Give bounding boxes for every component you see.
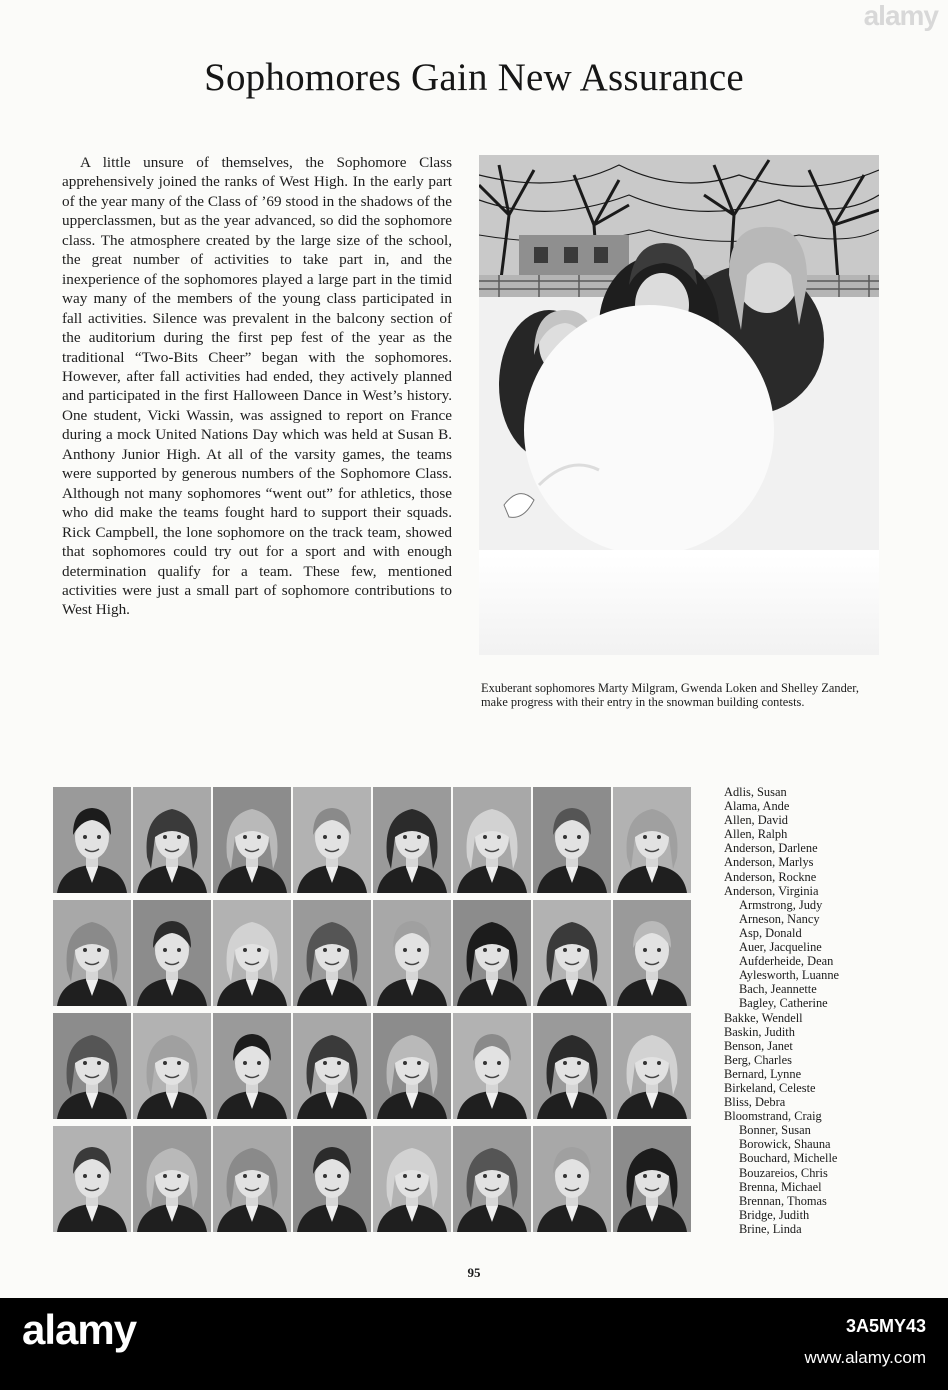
page-number: 95 (467, 1265, 481, 1280)
roster-name: Bouchard, Michelle (739, 1151, 838, 1166)
roster-name: Bouzareios, Chris (739, 1165, 828, 1180)
roster-name: Bagley, Catherine (739, 996, 828, 1011)
student-portrait (373, 1126, 451, 1232)
student-portrait (453, 1126, 531, 1232)
student-portrait (213, 900, 291, 1006)
student-portrait (373, 787, 451, 893)
photo-caption: Exuberant sophomores Marty Milgram, Gwenda Loken and Shelley Zander, make progress with their entry in the snowman building contests. (481, 681, 860, 709)
snowman-photo-illustration (479, 155, 879, 555)
roster-name: Benson, Janet (724, 1038, 793, 1053)
portrait-grid (53, 787, 693, 1233)
page-headline: Sophomores Gain New Assurance (204, 56, 744, 99)
student-portrait (293, 787, 371, 893)
student-portrait (373, 1013, 451, 1119)
image-id: 3A5MY43 (845, 1316, 926, 1336)
site-url[interactable]: www.alamy.com (804, 1348, 926, 1367)
roster-name: Bloomstrand, Craig (724, 1109, 822, 1124)
student-portrait (613, 900, 691, 1006)
article-body: A little unsure of themselves, the Sophomore Class apprehensively joined the ranks of West High. In the early part of the year many of the Class of ’69 stood in the shadows of the upperclassmen, but as the year advanced, so did the sophomore class. The atmosphere created by the large size of the school, the great number of activities to take part in, and the inexperience of the sophomores played a large part in the timid way many of the members of the young class participated in fall activities. Silence was prevalent in the balcony section of the auditorium during the first pep fest of the year as the traditional “Two-Bits Cheer” began with the sophomores. However, after fall activities had ended, they actively planned and participated in the first Halloween Dance in West’s history. One student, Vicki Wassin, was assigned to report on France during a mock United Nations Day which was held at Susan B. Anthony Junior High. At all of the varsity games, the teams were supported by generous numbers of the Sophomore Class. Although not many sophomores “went out” for athletics, those who did make the teams fought hard to support their squads. Rick Campbell, the lone sophomore on the track team, showed that sophomores could try out for a sport and with enough determination qualify for a team. These few, mentioned activities were just a small part of sophomore contributions to West High. (62, 154, 452, 619)
stock-footer (0, 1298, 948, 1390)
student-portrait (133, 1013, 211, 1119)
roster-name: Aufderheide, Dean (739, 954, 834, 969)
student-portrait (53, 1013, 131, 1119)
roster-name: Borowick, Shauna (739, 1137, 831, 1152)
student-roster (724, 785, 924, 1236)
student-portrait (453, 900, 531, 1006)
roster-name: Bach, Jeannette (739, 982, 817, 997)
student-portrait (293, 1126, 371, 1232)
roster-name: Baskin, Judith (724, 1024, 795, 1039)
student-portrait (133, 1126, 211, 1232)
roster-name: Bernard, Lynne (724, 1066, 802, 1081)
roster-name: Birkeland, Celeste (724, 1080, 816, 1095)
roster-name: Berg, Charles (724, 1052, 792, 1067)
student-portrait (453, 787, 531, 893)
student-portrait (53, 787, 131, 893)
alamy-logo: alamy (22, 1306, 137, 1353)
roster-name: Anderson, Rockne (724, 869, 817, 884)
roster-name: Bliss, Debra (724, 1095, 786, 1110)
roster-name: Aylesworth, Luanne (739, 968, 840, 983)
roster-name: Arneson, Nancy (739, 911, 820, 926)
student-portrait (53, 900, 131, 1006)
student-portrait (213, 1013, 291, 1119)
roster-name: Bonner, Susan (739, 1123, 811, 1138)
roster-name: Anderson, Virginia (724, 883, 819, 898)
student-portrait (293, 900, 371, 1006)
roster-name: Asp, Donald (739, 925, 802, 940)
roster-name: Auer, Jacqueline (739, 940, 822, 955)
student-portrait (373, 900, 451, 1006)
student-portrait (533, 1013, 611, 1119)
roster-name: Brenna, Michael (739, 1179, 822, 1194)
student-portrait (613, 1013, 691, 1119)
student-portrait (133, 787, 211, 893)
student-portrait (613, 787, 691, 893)
student-portrait (453, 1013, 531, 1119)
roster-name: Adlis, Susan (724, 785, 787, 799)
roster-name: Bridge, Judith (739, 1207, 810, 1222)
student-portrait (213, 787, 291, 893)
photo-bottom-strip (479, 555, 879, 655)
roster-name: Allen, Ralph (724, 827, 788, 842)
student-portrait (533, 787, 611, 893)
roster-name: Armstrong, Judy (739, 897, 823, 912)
student-portrait (533, 900, 611, 1006)
student-portrait (613, 1126, 691, 1232)
roster-name: Brennan, Thomas (739, 1193, 827, 1208)
student-portrait (133, 900, 211, 1006)
watermark: alamy (863, 0, 938, 31)
roster-name: Anderson, Darlene (724, 841, 818, 856)
roster-name: Brine, Linda (739, 1221, 802, 1236)
snowman-photo (479, 155, 879, 555)
roster-name: Allen, David (724, 813, 789, 828)
roster-name: Alama, Ande (724, 799, 790, 814)
student-portrait (53, 1126, 131, 1232)
roster-name: Bakke, Wendell (724, 1010, 803, 1025)
roster-name: Anderson, Marlys (724, 855, 814, 870)
student-portrait (533, 1126, 611, 1232)
student-portrait (213, 1126, 291, 1232)
student-portrait (293, 1013, 371, 1119)
